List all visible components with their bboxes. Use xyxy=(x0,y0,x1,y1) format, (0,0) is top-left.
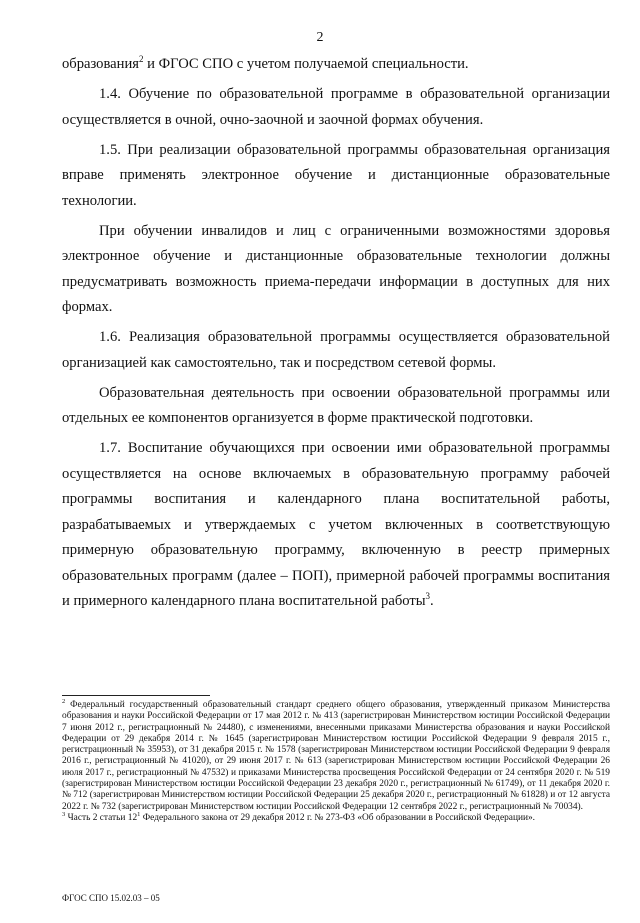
page-number: 2 xyxy=(316,30,324,45)
paragraph-continuation xyxy=(62,52,610,78)
footnote-text: Часть 2 статьи 12 xyxy=(65,812,138,823)
footnote-mark: 3 xyxy=(62,810,66,818)
footnote-text-tail: Федерального закона от 29 декабря 2012 г. № 273-ФЗ «Об образовании в Российской Федерации». xyxy=(140,812,536,823)
footnote-inner-sup: 1 xyxy=(137,810,141,818)
footnotes xyxy=(62,697,610,824)
page-footer: ФГОС СПО 15.02.03 – 05 xyxy=(62,893,160,903)
paragraph-practical-training: Образовательная деятельность при освоении образовательной программы или отдельных ее компонентов организуется в форме практической подготовки. xyxy=(62,384,610,426)
footnote-text: Федеральный государственный образовательный стандарт среднего общего образования, утвержденный приказом Министерства образования и науки Российской Федерации от 17 мая 2012 г. № 413 (зарегистрирован Министерством юстиции Российской Федерации 7 июня 2012 г., регистрационный № 24480), с изменениями, внесенными приказами Министерства образования и науки Российской Федерации от 29 декабря 2014 г. № 1645 (зарегистрирован Министерством юстиции Российской Федерации 9 февраля 2015 г., регистрационный № 35953), от 31 декабря 2015 г. № 1578 (зарегистрирован Министерством юстиции Российской Федерации 9 февраля 2016 г., регистрационный № 41020), от 29 июня 2017 г. № 613 (зарегистрирован Министерством юстиции Российской Федерации 26 июля 2017 г., регистрационный № 47532) и приказами Министерства просвещения Российской Федерации от 24 сентября 2020 г. № 519 (зарегистрирован Министерством юстиции Российской Федерации 23 декабря 2020 г., регистрационный № 61749), от 11 декабря 2020 г. № 712 (зарегистрирован Министерством юстиции Российской Федерации 25 декабря 2020 г., регистрационный № 61828) и от 12 августа 2022 г. № 732 (зарегистрирован Министерством юстиции Российской Федерации 12 сентября 2022 г., регистрационный № 70034). xyxy=(62,700,610,812)
paragraph-text: образования xyxy=(62,56,139,72)
paragraph-text-tail: и ФГОС СПО с учетом получаемой специальности. xyxy=(143,56,469,72)
paragraph-1-4: 1.4. Обучение по образовательной программе в образовательной организации осуществляется в очной, очно-заочной и заочной формах обучения. xyxy=(62,86,610,128)
main-text xyxy=(62,52,610,619)
footnote-mark: 2 xyxy=(62,697,66,705)
footnote-2 xyxy=(62,697,610,813)
paragraph-1-6: 1.6. Реализация образовательной программы осуществляется образовательной организацией как самостоятельно, так и посредством сетевой формы. xyxy=(62,329,610,371)
footnote-ref-3[interactable]: 3 xyxy=(425,591,431,602)
paragraph-1-5: 1.5. При реализации образовательной программы образовательная организация вправе применять электронное обучение и дистанционные образовательные технологии. xyxy=(62,141,610,209)
paragraph-text-tail: . xyxy=(430,593,434,609)
paragraph-disabilities: При обучении инвалидов и лиц с ограниченными возможностями здоровья электронное обучение и дистанционные образовательные технологии должны предусматривать возможность приема-передачи информации в доступных для них формах. xyxy=(62,222,610,315)
footnote-separator xyxy=(62,695,210,696)
footnote-ref-2[interactable]: 2 xyxy=(138,54,144,65)
paragraph-text: 1.7. Воспитание обучающихся при освоении ими образовательной программы осуществляется на основе включаемых в образовательную программу рабочей программы воспитания и календарного плана воспитательной работы, разрабатываемых и утверждаемых с учетом включенных в соответствующую примерную образовательную программу, включенную в реестр примерных образовательных программ (далее – ПОП), примерной рабочей программы воспитания и примерного календарного плана воспитательной работы xyxy=(62,440,610,609)
footnote-3 xyxy=(62,810,610,824)
paragraph-1-7 xyxy=(62,436,610,615)
